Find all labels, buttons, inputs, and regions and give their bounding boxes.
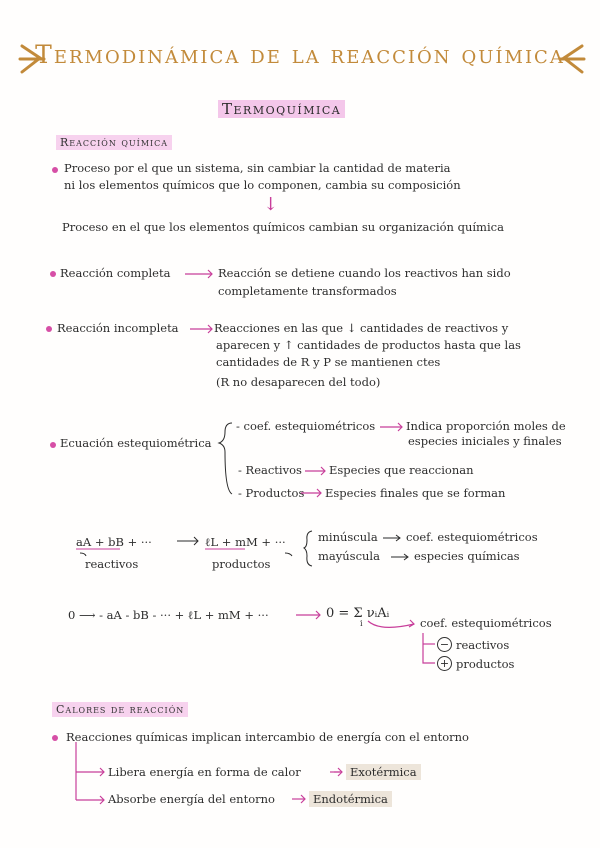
productos-desc: Especies finales que se forman <box>325 486 506 500</box>
incompleta-label: Reacción incompleta <box>57 321 179 335</box>
completa-desc-2: completamente transformados <box>218 284 397 298</box>
minuscula-label: minúscula <box>318 530 378 544</box>
minuscula-desc: coef. estequiométricos <box>406 530 538 544</box>
coef-desc-2: especies iniciales y finales <box>408 434 562 448</box>
mayuscula-desc: especies químicas <box>414 549 520 563</box>
minus-circle-icon: − <box>437 637 452 652</box>
sum-expression: 0 ⟶ - aA - bB - ··· + ℓL + mM + ··· <box>68 608 269 622</box>
sum-index: i <box>360 619 363 628</box>
coef-item: - coef. estequiométricos <box>236 419 376 433</box>
completa-desc-1: Reacción se detiene cuando los reactivos han sido <box>218 266 511 280</box>
completa-label: Reacción completa <box>60 266 171 280</box>
libera-text: Libera energía en forma de calor <box>108 765 301 779</box>
incompleta-desc-2: aparecen y ↑ cantidades de productos hasta que las <box>216 338 521 352</box>
down-arrow-icon: ↓ <box>263 194 279 215</box>
page-title: Termodinámica de la reacción química <box>35 40 565 69</box>
products-term: ℓL + mM + ··· <box>205 535 286 549</box>
endotermica-badge: Endotérmica <box>309 791 392 807</box>
reactants-label: reactivos <box>85 557 139 571</box>
definition-line-1: Proceso por el que un sistema, sin cambiar la cantidad de materia <box>64 161 451 175</box>
reactants-term: aA + bB + ··· <box>76 535 152 549</box>
sum-result: 0 = Σ νᵢAᵢ <box>326 606 390 621</box>
reactivos-desc: Especies que reaccionan <box>329 463 474 477</box>
incompleta-desc-1: Reacciones en las que ↓ cantidades de reactivos y <box>214 321 509 335</box>
incompleta-desc-4: (R no desaparecen del todo) <box>216 375 381 389</box>
section-heading-calores: Calores de reacción <box>52 702 188 717</box>
minus-desc: reactivos <box>456 638 510 652</box>
incompleta-desc-3: cantidades de R y P se mantienen ctes <box>216 355 441 369</box>
section-heading-reaccion: Reacción química <box>56 135 172 150</box>
plus-desc: productos <box>456 657 515 671</box>
reactivos-item: - Reactivos <box>238 463 302 477</box>
absorbe-text: Absorbe energía del entorno <box>108 792 275 806</box>
mayuscula-label: mayúscula <box>318 549 380 563</box>
definition-result: Proceso en el que los elementos químicos cambian su organización química <box>62 220 504 234</box>
plus-circle-icon: + <box>437 656 452 671</box>
coef-estequiometricos-label: coef. estequiométricos <box>420 616 552 630</box>
subtitle: Termoquímica <box>218 100 345 118</box>
exotermica-badge: Exotérmica <box>346 764 421 780</box>
productos-item: - Productos <box>238 486 305 500</box>
coef-desc-1: Indica proporción moles de <box>406 419 566 433</box>
definition-line-2: ni los elementos químicos que lo componen, cambia su composición <box>64 178 461 192</box>
ecuacion-label: Ecuación estequiométrica <box>60 436 212 450</box>
calores-desc: Reacciones químicas implican intercambio de energía con el entorno <box>66 730 469 744</box>
products-label: productos <box>212 557 271 571</box>
